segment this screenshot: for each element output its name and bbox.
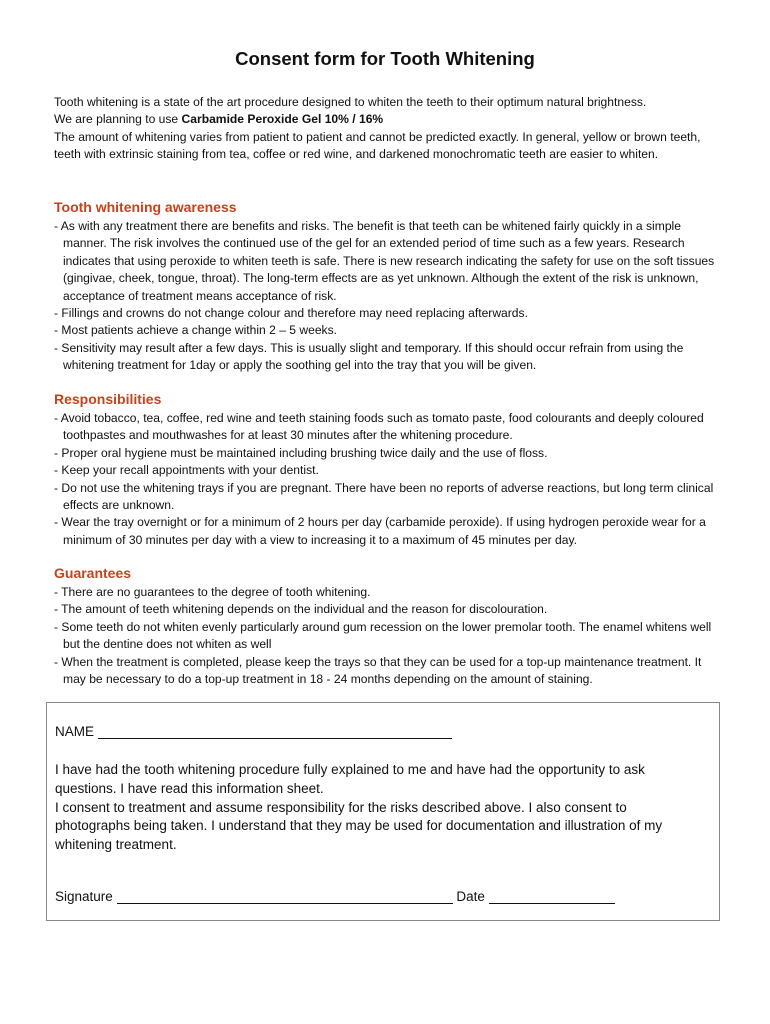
consent-paragraph-2: I consent to treatment and assume responsibility for the risks described above. I also consent to photographs being taken. I understand that they may be used for documentation and illustration of my whitening treatment. <box>55 799 663 853</box>
product-name: Carbamide Peroxide Gel 10% / 16% <box>181 112 384 127</box>
section-guarantees <box>54 564 722 688</box>
list-item: - Fillings and crowns do not change colour and therefore may need replacing afterwards. <box>54 306 528 321</box>
section-responsibilities <box>54 390 722 549</box>
intro-line-1: Tooth whitening is a state of the art procedure designed to whiten the teeth to their optimum natural brightness. <box>54 95 647 109</box>
list-item: - Do not use the whitening trays if you are pregnant. There have been no reports of adverse reactions, but long term clinical effects are unknown. <box>54 480 714 513</box>
intro-line-2-prefix: We are planning to use <box>54 112 182 127</box>
name-field[interactable] <box>98 724 452 739</box>
list-item: - As with any treatment there are benefits and risks. The benefit is that teeth can be whitened fairly quickly in a simple manner. The risk involves the continued use of the gel for an extended period of time such as a few years. Research indicates that using peroxide to whiten teeth is safe. There is new research indicating the safety for use on the soft tissues (gingivae, cheek, tongue, throat). The long-term effects are as yet unknown. Although the extent of the risk is unknown, acceptance of treatment means acceptance of risk. <box>54 219 715 303</box>
section-heading: Tooth whitening awareness <box>54 199 237 215</box>
section-heading: Responsibilities <box>54 391 162 407</box>
signature-label: Signature <box>55 889 113 904</box>
list-item: - Proper oral hygiene must be maintained including brushing twice daily and the use of floss. <box>54 445 548 460</box>
date-field[interactable] <box>489 889 615 904</box>
list-item: - There are no guarantees to the degree of tooth whitening. <box>54 585 371 599</box>
date-label: Date <box>456 889 485 904</box>
name-label: NAME <box>55 724 95 739</box>
list-item: - Wear the tray overnight or for a minimum of 2 hours per day (carbamide peroxide). If using hydrogen peroxide wear for a minimum of 30 minutes per day with a view to increasing it to a maximum of 45 minutes per day. <box>54 515 706 547</box>
list-item: - Sensitivity may result after a few days. This is usually slight and temporary. If this should occur refrain from using the whitening treatment for 1day or apply the soothing gel into the tray that you will be given. <box>54 340 684 373</box>
list-item: - Avoid tobacco, tea, coffee, red wine and teeth staining foods such as tomato paste, food colourants and deeply coloured toothpastes and mouthwashes for at least 30 minutes after the whitening procedure. <box>54 411 704 443</box>
consent-statement <box>55 761 705 855</box>
list-item: - Most patients achieve a change within 2 – 5 weeks. <box>54 323 338 338</box>
consent-box <box>46 702 720 921</box>
signature-field[interactable] <box>117 889 453 904</box>
page-title: Consent form for Tooth Whitening <box>235 48 535 69</box>
name-row <box>55 724 452 739</box>
intro-paragraph <box>54 94 722 164</box>
consent-paragraph-1: I have had the tooth whitening procedure fully explained to me and have had the opportunity to ask questions. I have read this information sheet. <box>55 762 645 796</box>
bullet-list <box>54 410 722 549</box>
intro-line-3: The amount of whitening varies from patient to patient and cannot be predicted exactly. In general, yellow or brown teeth, teeth with extrinsic staining from tea, coffee or red wine, and darkened monochromatic teeth are easier to whiten. <box>54 129 701 162</box>
list-item: - When the treatment is completed, please keep the trays so that they can be used for a top-up maintenance treatment. It may be necessary to do a top-up treatment in 18 - 24 months depending on the amount of staining. <box>54 654 702 687</box>
list-item: - Some teeth do not whiten evenly particularly around gum recession on the lower premolar tooth. The enamel whitens well but the dentine does not whiten as well <box>54 619 712 652</box>
intro-line-2 <box>54 111 722 128</box>
section-awareness <box>54 198 722 375</box>
bullet-list <box>54 218 722 375</box>
list-item: - Keep your recall appointments with your dentist. <box>54 463 319 478</box>
list-item: - The amount of teeth whitening depends on the individual and the reason for discolouration. <box>54 602 548 617</box>
bullet-list <box>54 584 722 688</box>
section-heading: Guarantees <box>54 565 132 581</box>
signature-row <box>55 889 615 904</box>
